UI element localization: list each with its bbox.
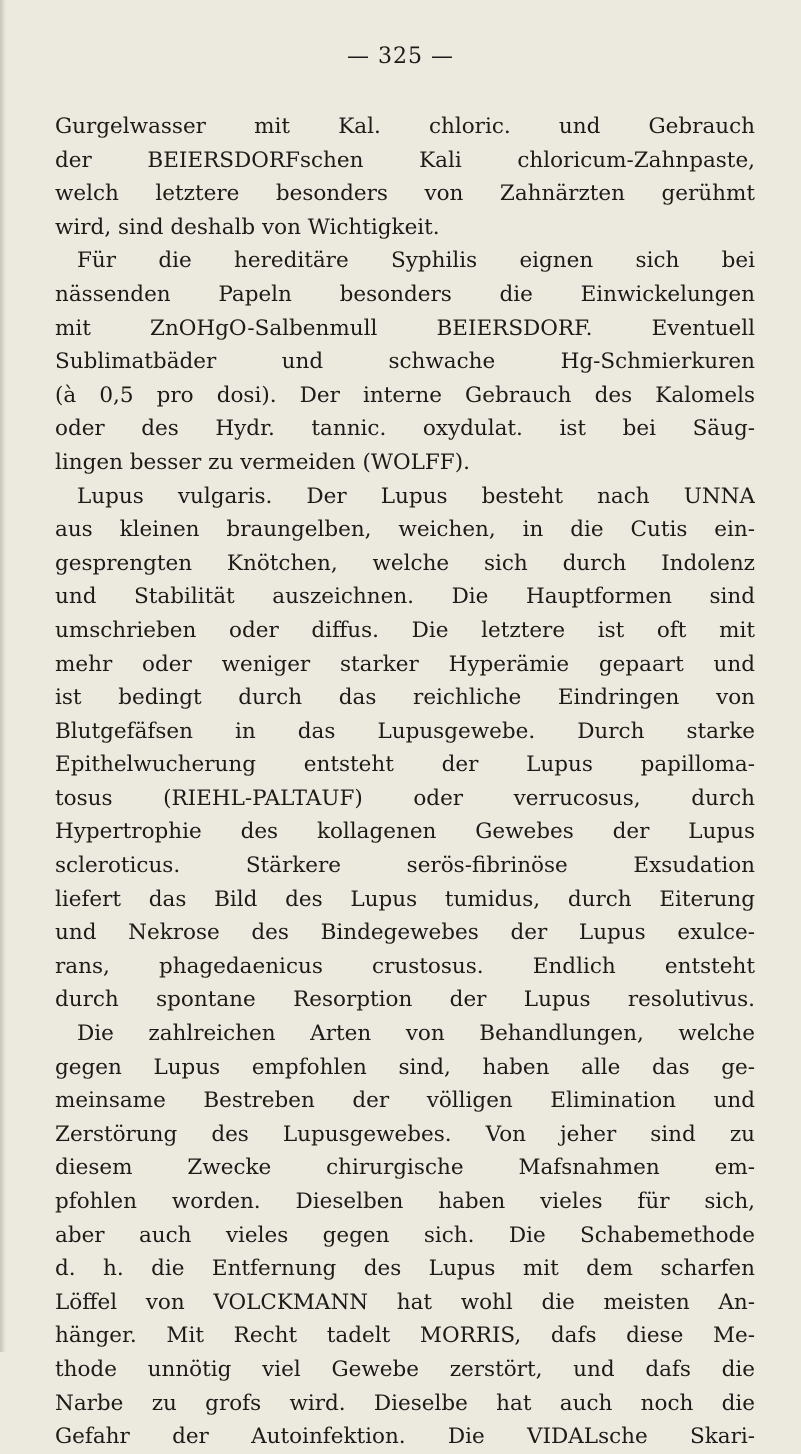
text-line-23: scleroticus. Stärkere serös-fibrinöse Exsudation bbox=[55, 853, 755, 879]
text-line-30: meinsame Bestreben der völligen Elimination und bbox=[55, 1088, 755, 1114]
text-line-40: Gefahr der Autoinfektion. Die VIDALsche Skari- bbox=[55, 1424, 755, 1450]
text-line-16: umschrieben oder diffus. Die letztere ist oft mit bbox=[55, 617, 755, 643]
page-number: — 325 — bbox=[347, 44, 454, 69]
text-line-9: (à 0,5 pro dosi). Der interne Gebrauch des Kalomels bbox=[55, 382, 755, 408]
text-line-34: aber auch vieles gegen sich. Die Schabemethode bbox=[55, 1222, 755, 1248]
text-line-27: durch spontane Resorption der Lupus resolutivus. bbox=[55, 987, 755, 1013]
text-line-6: nässenden Papeln besonders die Einwickelungen bbox=[55, 281, 755, 307]
text-line-15: und Stabilität auszeichnen. Die Hauptformen sind bbox=[55, 584, 755, 610]
text-line-7: mit ZnOHgO-Salbenmull BEIERSDORF. Eventuell bbox=[55, 315, 755, 341]
text-line-2: der BEIERSDORFschen Kali chloricum-Zahnpaste, bbox=[55, 147, 755, 173]
text-line-32: diesem Zwecke chirurgische Mafsnahmen em- bbox=[55, 1155, 755, 1181]
text-line-1: Gurgelwasser mit Kal. chloric. und Gebrauch bbox=[55, 114, 755, 139]
text-line-38: thode unnötig viel Gewebe zerstört, und dafs die bbox=[55, 1356, 755, 1382]
text-line-33: pfohlen worden. Dieselben haben vieles für sich, bbox=[55, 1189, 755, 1214]
text-line-36: Löffel von VOLCKMANN hat wohl die meisten An- bbox=[55, 1289, 755, 1315]
page-edge-shadow bbox=[0, 0, 6, 1352]
text-line-8: Sublimatbäder und schwache Hg-Schmierkuren bbox=[55, 349, 755, 375]
text-line-11: lingen besser zu vermeiden (WOLFF). bbox=[55, 449, 470, 475]
text-line-21: tosus (RIEHL-PALTAUF) oder verrucosus, durch bbox=[55, 785, 755, 811]
text-line-3: welch letztere besonders von Zahnärzten gerühmt bbox=[55, 181, 755, 207]
text-line-19: Blutgefäfsen in das Lupusgewebe. Durch starke bbox=[55, 718, 755, 744]
text-line-25: und Nekrose des Bindegewebes der Lupus exulce- bbox=[55, 920, 755, 946]
text-line-10: oder des Hydr. tannic. oxydulat. ist bei Säug- bbox=[55, 416, 755, 442]
text-line-31: Zerstörung des Lupusgewebes. Von jeher sind zu bbox=[55, 1121, 755, 1147]
body-text bbox=[55, 110, 755, 1454]
text-line-35: d. h. die Entfernung des Lupus mit dem scharfen bbox=[55, 1256, 755, 1282]
text-line-13: aus kleinen braungelben, weichen, in die Cutis ein- bbox=[55, 517, 755, 543]
text-line-14: gesprengten Knötchen, welche sich durch Indolenz bbox=[55, 550, 755, 576]
text-line-37: hänger. Mit Recht tadelt MORRIS, dafs diese Me- bbox=[55, 1323, 755, 1349]
text-line-4: wird, sind deshalb von Wichtigkeit. bbox=[55, 214, 440, 240]
text-line-24: liefert das Bild des Lupus tumidus, durch Eiterung bbox=[55, 886, 755, 912]
text-line-22: Hypertrophie des kollagenen Gewebes der Lupus bbox=[55, 819, 755, 845]
text-line-26: rans, phagedaenicus crustosus. Endlich entsteht bbox=[55, 953, 755, 979]
text-line-17: mehr oder weniger starker Hyperämie gepaart und bbox=[55, 651, 755, 677]
text-line-20: Epithelwucherung entsteht der Lupus papilloma- bbox=[55, 752, 755, 778]
text-line-28: Die zahlreichen Arten von Behandlungen, welche bbox=[77, 1021, 755, 1047]
text-line-5: Für die hereditäre Syphilis eignen sich bei bbox=[77, 248, 755, 274]
text-line-18: ist bedingt durch das reichliche Eindringen von bbox=[55, 685, 755, 711]
text-line-39: Narbe zu grofs wird. Dieselbe hat auch noch die bbox=[55, 1390, 755, 1416]
text-line-29: gegen Lupus empfohlen sind, haben alle das ge- bbox=[55, 1054, 755, 1080]
text-line-12: Lupus vulgaris. Der Lupus besteht nach UNNA bbox=[77, 483, 755, 509]
